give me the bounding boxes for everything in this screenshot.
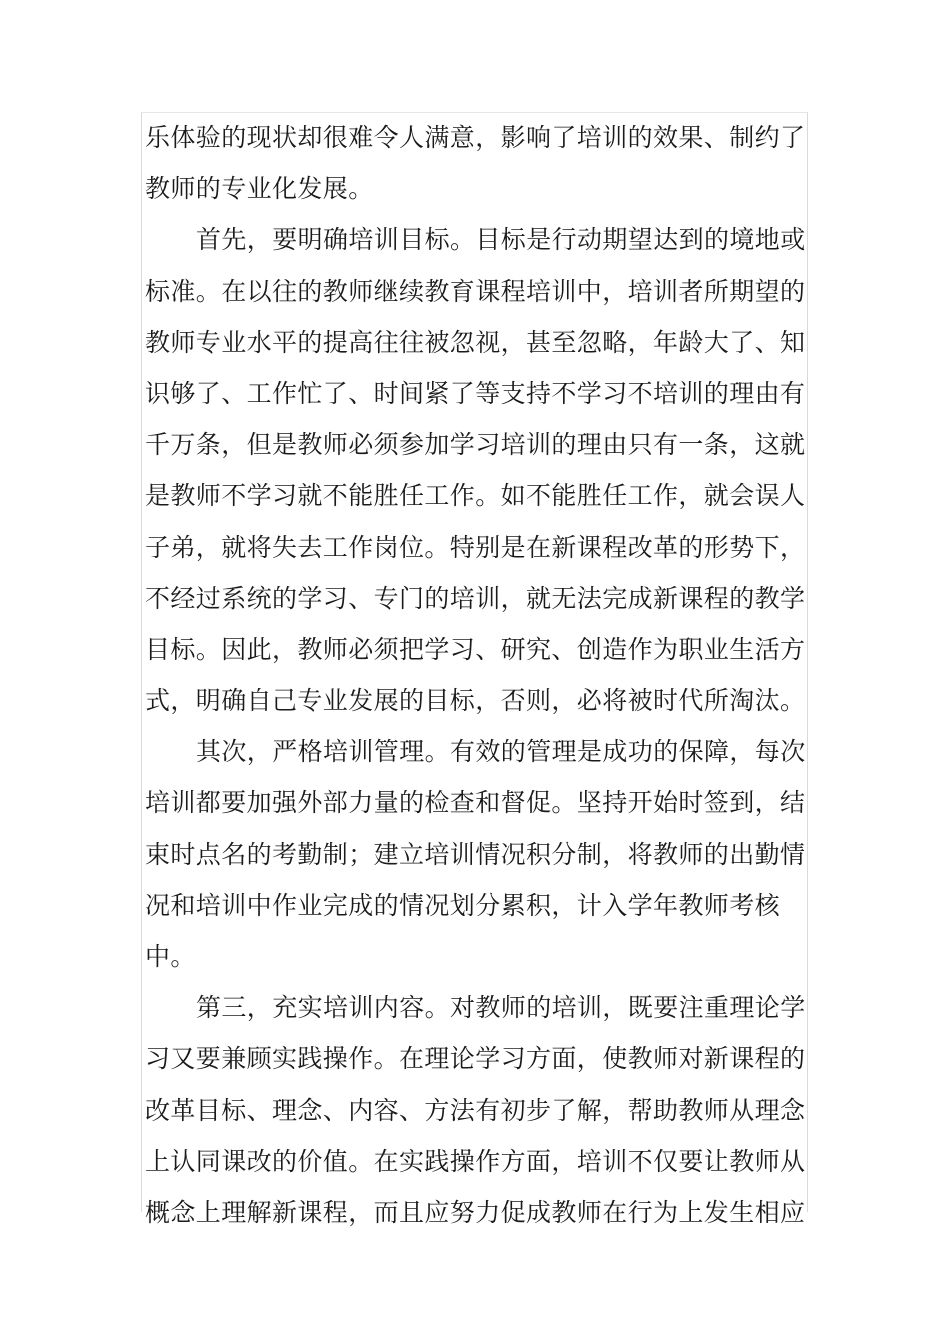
- paragraph-first-line: 其次，严格培训管理。有效的管理是成功的保障，每次: [196, 737, 806, 767]
- text-line: 改革目标、理念、内容、方法有初步了解，帮助教师从理念: [145, 1095, 806, 1125]
- text-line: 不经过系统的学习、专门的培训，就无法完成新课程的教学: [145, 583, 806, 613]
- text-line: 习又要兼顾实践操作。在理论学习方面，使教师对新课程的: [145, 1044, 806, 1074]
- text-line: 识够了、工作忙了、时间紧了等支持不学习不培训的理由有: [145, 378, 806, 408]
- text-line: 束时点名的考勤制；建立培训情况积分制，将教师的出勤情: [145, 839, 806, 869]
- text-line: 目标。因此，教师必须把学习、研究、创造作为职业生活方: [145, 634, 806, 664]
- text-line: 千万条，但是教师必须参加学习培训的理由只有一条，这就: [145, 430, 806, 460]
- text-line: 上认同课改的价值。在实践操作方面，培训不仅要让教师从: [145, 1146, 806, 1176]
- document-body: [145, 112, 815, 1238]
- text-line: 概念上理解新课程，而且应努力促成教师在行为上发生相应: [145, 1197, 806, 1227]
- text-line: 标准。在以往的教师继续教育课程培训中，培训者所期望的: [145, 276, 806, 306]
- text-line: 况和培训中作业完成的情况划分累积，计入学年教师考核: [145, 890, 781, 920]
- text-line: 培训都要加强外部力量的检查和督促。坚持开始时签到，结: [145, 788, 806, 818]
- text-line: 中。: [145, 942, 196, 971]
- text-line: 子弟，就将失去工作岗位。特别是在新课程改革的形势下，: [145, 532, 806, 562]
- text-line: 式，明确自己专业发展的目标，否则，必将被时代所淘汰。: [145, 686, 806, 716]
- paragraph-first-line: 第三，充实培训内容。对教师的培训，既要注重理论学: [196, 993, 806, 1023]
- text-line: 乐体验的现状却很难令人满意，影响了培训的效果、制约了: [145, 123, 806, 152]
- paragraph-first-line: 首先，要明确培训目标。目标是行动期望达到的境地或: [196, 225, 806, 255]
- text-line: 教师的专业化发展。: [145, 174, 374, 204]
- text-line: 是教师不学习就不能胜任工作。如不能胜任工作，就会误人: [145, 481, 806, 511]
- text-line: 教师专业水平的提高往往被忽视，甚至忽略，年龄大了、知: [145, 327, 806, 357]
